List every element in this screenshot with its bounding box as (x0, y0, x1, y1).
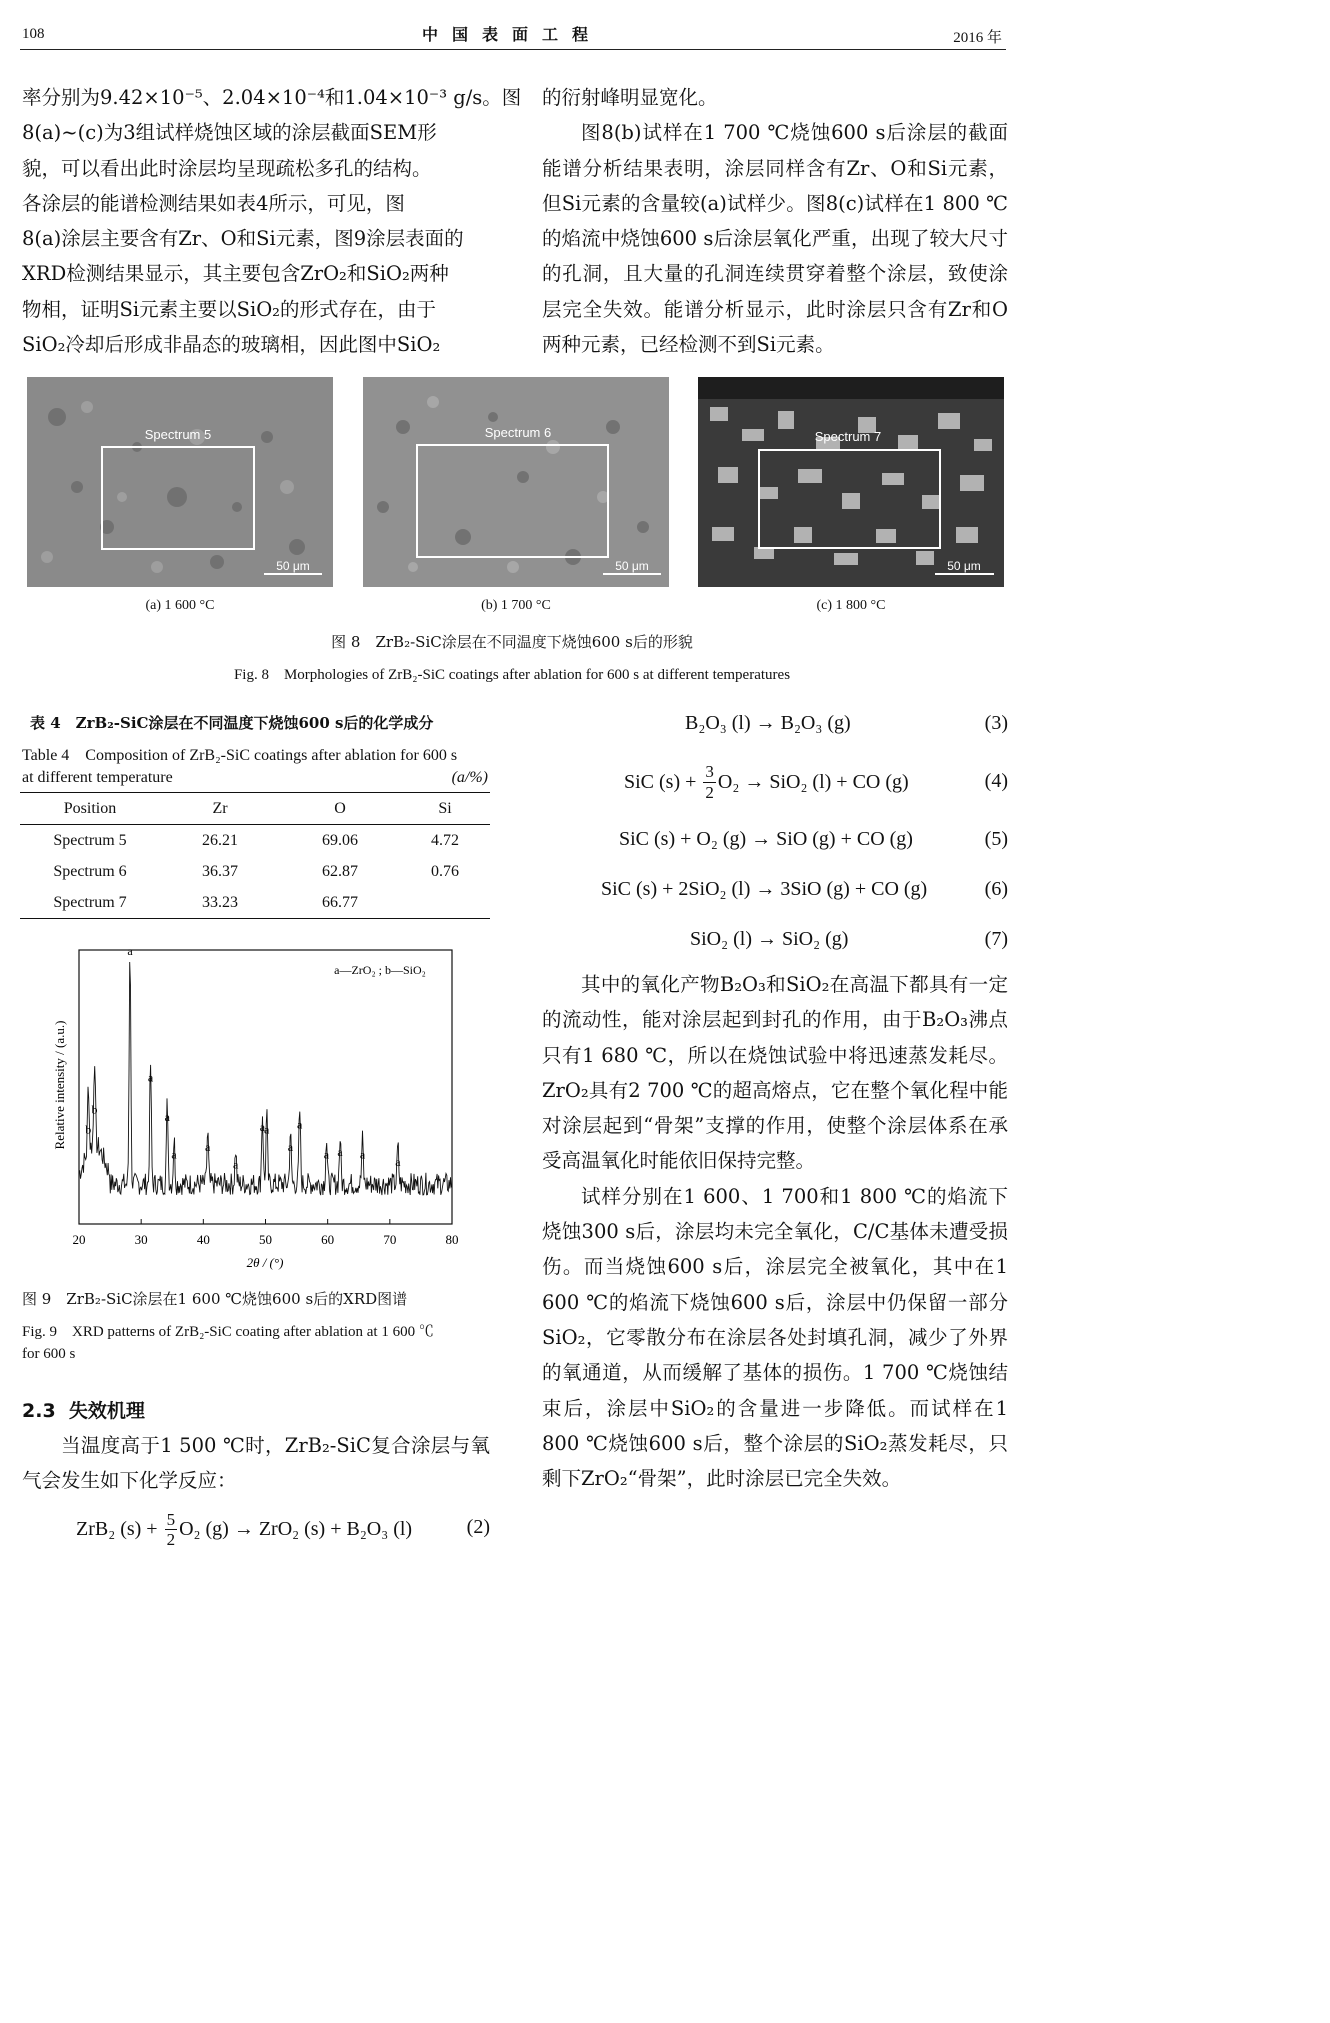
text-line: 各涂层的能谱检测结果如表4所示，可见，图 (22, 191, 405, 215)
sem-image-b (363, 377, 669, 587)
column-header: Zr (212, 799, 228, 817)
spectrum-label: Spectrum 5 (144, 427, 212, 442)
peak-label: a (147, 1070, 154, 1085)
section-title: 失效机理 (68, 1400, 145, 1422)
text-line: XRD检测结果显示，其主要包含ZrO₂和SiO₂两种 (22, 262, 449, 286)
paragraph: 当温度高于1 500 ℃时，ZrB₂-SiC复合涂层与氧气会发生如下化学反应： (22, 1434, 490, 1493)
figure9-caption-en-1: Fig. 9 XRD patterns of ZrB₂-SiC coating after ablation at 1 600 ℃ (22, 1324, 434, 1340)
figure8-caption-cn: 图 8 ZrB₂-SiC涂层在不同温度下烧蚀600 s后的形貌 (331, 633, 693, 651)
fraction-numerator: 5 (166, 1509, 176, 1529)
fraction (703, 762, 716, 803)
equation-lhs: SiC (s) + (624, 770, 702, 793)
figure9-caption-en-2: for 600 s (22, 1346, 76, 1362)
table-row (20, 887, 490, 919)
equation-rhs: O₂ → SiO₂ (l) + CO (g) (717, 770, 909, 793)
equation-number: (4) (984, 770, 1008, 792)
table4-grid (20, 792, 490, 919)
sem-texture (363, 377, 669, 587)
x-tick-label: 80 (445, 1232, 459, 1247)
y-axis-label: Relative intensity / (a.u.) (52, 1020, 67, 1150)
left-top-text (22, 80, 522, 362)
table-cell: 4.72 (431, 831, 459, 849)
paragraph: 的衍射峰明显宽化。 (542, 86, 718, 109)
text-line: 8(a)涂层主要含有Zr、O和Si元素，图9涂层表面的 (22, 227, 464, 251)
equation-number: (7) (984, 928, 1008, 950)
sem-texture (27, 377, 333, 587)
peak-label: a (297, 1117, 303, 1132)
table4-title-en-2: at different temperature (22, 769, 173, 786)
equation-7: SiO₂ (l) → SiO₂ (g) (690, 928, 849, 950)
equation-6: SiC (s) + 2SiO₂ (l) → 3SiO (g) + CO (g) (601, 878, 928, 900)
peak-label-group (85, 944, 401, 1171)
page-number: 108 (22, 26, 45, 42)
peak-label: a (259, 1120, 266, 1135)
equation-2 (76, 1505, 412, 1553)
section-heading (22, 1396, 145, 1423)
text-line: 率分别为9.42×10⁻⁵、2.04×10⁻⁴和1.04×10⁻³ g/s。图 (22, 86, 522, 109)
subcaption-a: (a) 1 600 °C (145, 598, 215, 613)
equation-number: (6) (984, 878, 1008, 900)
equation-4 (624, 756, 909, 808)
fraction-denominator: 2 (705, 782, 714, 802)
table4-title-cn: 表 4 ZrB₂-SiC涂层在不同温度下烧蚀600 s后的化学成分 (30, 714, 434, 732)
table-cell: 33.23 (202, 893, 238, 911)
peak-label: a (287, 1139, 294, 1154)
section-number: 2.3 (22, 1400, 56, 1422)
peak-label: a (395, 1154, 401, 1169)
xrd-chart (20, 940, 490, 1275)
equation-3: B₂O₃ (l) → B₂O₃ (g) (685, 712, 851, 734)
scale-bar-label: 50 μm (615, 559, 649, 573)
x-tick-label: 50 (259, 1232, 272, 1247)
left-bottom-text (22, 1428, 490, 1499)
peak-label: a (359, 1147, 366, 1162)
equation-number: (5) (984, 828, 1008, 850)
peak-label: a (233, 1157, 239, 1172)
table-header-row (20, 793, 490, 825)
equation-rhs: O₂ (g) → ZrO₂ (s) + B₂O₃ (l) (179, 1517, 413, 1540)
journal-year: 2016 年 (953, 30, 1002, 46)
x-tick-label: 30 (134, 1232, 148, 1247)
peak-label: a (164, 1110, 170, 1125)
x-tick-label: 40 (196, 1232, 210, 1247)
peak-label: b (85, 1122, 92, 1137)
peak-label: a (127, 944, 133, 958)
right-bottom-text (542, 967, 1008, 1496)
paragraph: 其中的氧化产物B₂O₃和SiO₂在高温下都具有一定的流动性，能对涂层起到封孔的作用，由于B₂O₃沸点只有1 680 ℃，所以在烧蚀试验中将迅速蒸发耗尽。ZrO₂具有2 700 ℃的超高熔点，它在整个氧化程中能对涂层起到“骨架”支撑的作用，使整个涂层体系在承受高温氧化时能依旧保持完整。 (542, 973, 1008, 1173)
equation-lhs: ZrB₂ (s) + (76, 1517, 163, 1540)
fraction-numerator: 3 (705, 761, 714, 781)
xrd-chart-svg (20, 940, 490, 1275)
journal-title: 中国表面工程 (421, 25, 602, 44)
subcaption-c: (c) 1 800 °C (816, 598, 886, 613)
column-header: Si (438, 799, 452, 817)
column-header: Position (63, 799, 117, 817)
x-tick-label: 70 (383, 1232, 397, 1247)
spectrum-label: Spectrum 6 (484, 425, 552, 440)
table-cell: Spectrum 6 (53, 862, 127, 880)
legend-text: a—ZrO₂ ; b—SiO₂ (334, 963, 426, 977)
peak-label: a (264, 1122, 270, 1137)
header-rule (20, 49, 1006, 50)
equation-5: SiC (s) + O₂ (g) → SiO (g) + CO (g) (619, 828, 913, 850)
table-row (20, 825, 490, 857)
sem-image-c (698, 377, 1004, 587)
spectrum-label: Spectrum 7 (814, 429, 882, 444)
scale-bar-label: 50 μm (947, 559, 981, 573)
table4-unit: (a/%) (451, 769, 488, 786)
equation-number: (3) (984, 712, 1008, 734)
peak-label: a (323, 1147, 330, 1162)
table-cell: 26.21 (202, 831, 238, 849)
equation-number: (2) (466, 1516, 490, 1538)
paragraph: 试样分别在1 600、1 700和1 800 ℃的焰流下烧蚀300 s后，涂层均未完全氧化，C/C基体未遭受损伤。而当烧蚀600 s后，涂层完全被氧化，其中在1 600 ℃的焰流下烧蚀600 s后，涂层中仍保留一部分SiO₂，它零散分布在涂层各处封填孔洞，减少了外界的氧通道，从而缓解了基体的损伤。1 700 ℃烧蚀结束后，涂层中SiO₂的含量进一步降低。而试样在1 800 ℃烧蚀600 s后，整个涂层的SiO₂蒸发耗尽，只剩下ZrO₂“骨架”，此时涂层已完全失效。 (542, 1184, 1008, 1491)
subcaption-b: (b) 1 700 °C (481, 598, 551, 613)
table-cell: 66.77 (322, 893, 358, 911)
fraction (165, 1510, 178, 1549)
table-cell (400, 887, 490, 919)
peak-label: a (337, 1144, 343, 1159)
x-tick-label: 20 (72, 1232, 86, 1247)
column-header: O (334, 799, 346, 817)
sem-texture (698, 377, 1004, 587)
table4-title-en-1: Table 4 Composition of ZrB₂-SiC coatings after ablation for 600 s (22, 747, 458, 764)
peak-label: a (205, 1139, 211, 1154)
table-cell: Spectrum 5 (53, 831, 127, 849)
text-line: 貌，可以看出此时涂层均呈现疏松多孔的结构。 (22, 156, 432, 180)
peak-label: a (171, 1147, 177, 1162)
text-line: 8(a)~(c)为3组试样烧蚀区域的涂层截面SEM形 (22, 121, 437, 145)
table-row (20, 856, 490, 887)
x-axis-label: 2θ / (°) (246, 1255, 284, 1270)
text-line: SiO₂冷却后形成非晶态的玻璃相，因此图中SiO₂ (22, 333, 441, 357)
x-tick-group (73, 1219, 459, 1247)
peak-label: b (91, 1102, 98, 1117)
table-cell: Spectrum 7 (53, 893, 127, 911)
table-cell: 36.37 (202, 862, 238, 880)
paragraph: 图8(b)试样在1 700 ℃烧蚀600 s后涂层的截面能谱分析结果表明，涂层同样含有Zr、O和Si元素，但Si元素的含量较(a)试样少。图8(c)试样在1 800 ℃的焰流中烧蚀600 s后涂层氧化严重，出现了较大尺寸的孔洞，且大量的孔洞连续贯穿着整个涂层，致使涂层完全失效。能谱分析显示，此时涂层只含有Zr和O两种元素，已经检测不到Si元素。 (542, 121, 1008, 357)
text-line: 物相，证明Si元素主要以SiO₂的形式存在，由于 (22, 297, 436, 321)
scale-bar-label: 50 μm (276, 559, 310, 573)
sem-image-a (27, 377, 333, 587)
table-cell: 69.06 (322, 831, 358, 849)
table-cell: 0.76 (431, 862, 459, 880)
table-cell: 62.87 (322, 862, 358, 880)
figure9-caption-cn: 图 9 ZrB₂-SiC涂层在1 600 ℃烧蚀600 s后的XRD图谱 (22, 1290, 408, 1308)
fraction-denominator: 2 (166, 1529, 176, 1549)
x-tick-label: 60 (321, 1232, 335, 1247)
figure8-caption-en: Fig. 8 Morphologies of ZrB₂-SiC coatings after ablation for 600 s at different temperatures (233, 667, 791, 683)
right-top-text (542, 80, 1008, 362)
table4 (20, 792, 490, 919)
